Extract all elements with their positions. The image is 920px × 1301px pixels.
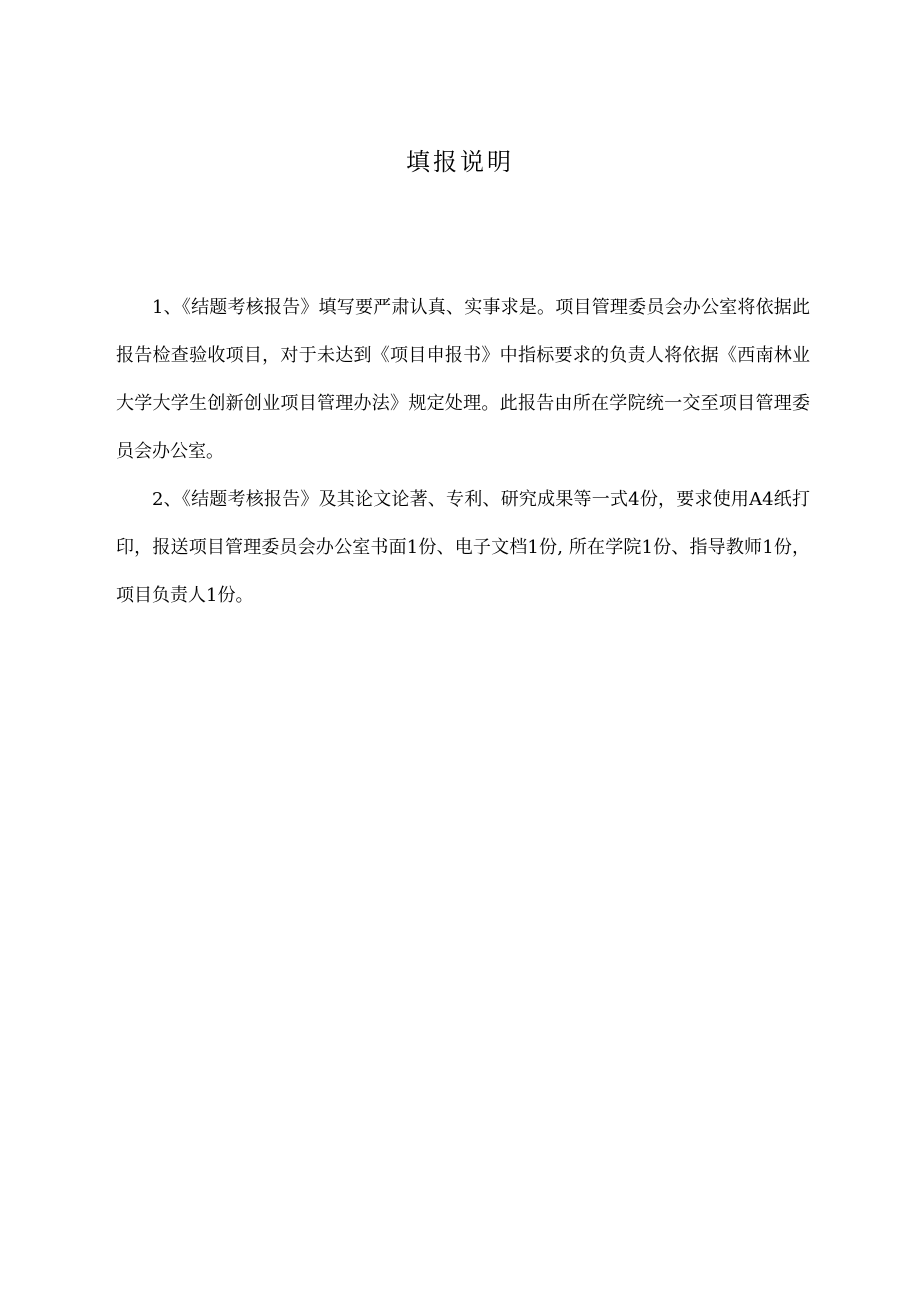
- instruction-paragraph-2: 2、《结题考核报告》及其论文论著、专利、研究成果等一式4份，要求使用A4纸打印，报送项目管理委员会办公室书面1份、电子文档1份, 所在学院1份、指导教师1份，项目负责人1份。: [116, 489, 810, 606]
- instructions-body: [116, 284, 810, 620]
- page-title: 填报说明: [406, 148, 514, 176]
- instruction-paragraph-1: 1、《结题考核报告》填写要严肃认真、实事求是。项目管理委员会办公室将依据此报告检查验收项目，对于未达到《项目申报书》中指标要求的负责人将依据《西南林业大学大学生创新创业项目管理办法》规定处理。此报告由所在学院统一交至项目管理委员会办公室。: [116, 297, 810, 462]
